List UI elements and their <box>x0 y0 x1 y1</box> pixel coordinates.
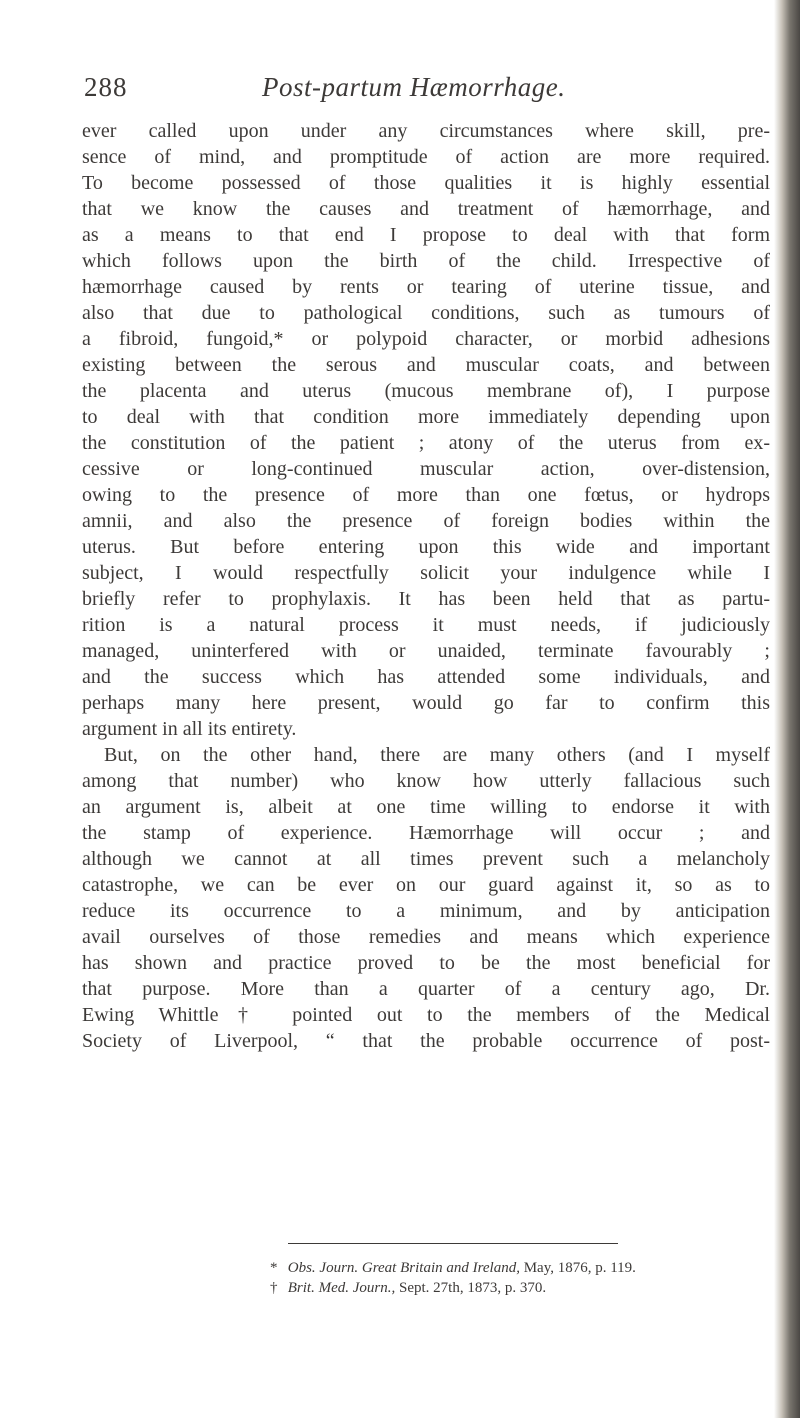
text-line: to deal with that condition more immediately depending upon <box>82 406 770 428</box>
running-title: Post-partum Hæmorrhage. <box>262 72 566 102</box>
text-line: catastrophe, we can be ever on our guard against it, so as to <box>82 874 770 896</box>
footnote-source: Brit. Med. Journ., <box>287 1280 396 1296</box>
text-line: an argument is, albeit at one time willing to endorse it with <box>82 796 770 818</box>
text-line: owing to the presence of more than one fœtus, or hydrops <box>82 484 770 506</box>
text-line: that we know the causes and treatment of hæmorrhage, and <box>82 198 770 220</box>
text-line: the stamp of experience. Hæmorrhage will occur ; and <box>82 822 770 844</box>
text-line: perhaps many here present, would go far to confirm this <box>82 692 770 714</box>
footnote <box>270 1258 750 1278</box>
text-line: cessive or long-continued muscular action, over-distension, <box>82 458 770 480</box>
text-line: But, on the other hand, there are many others (and I myself <box>104 744 770 766</box>
text-line: that purpose. More than a quarter of a century ago, Dr. <box>82 978 770 1000</box>
body-text <box>82 118 770 1054</box>
footnote <box>270 1278 750 1298</box>
binding-edge <box>774 0 800 1418</box>
text-line: also that due to pathological conditions, such as tumours of <box>82 302 770 324</box>
text-line: which follows upon the birth of the child. Irrespective of <box>82 250 770 272</box>
text-line: managed, uninterfered with or unaided, terminate favourably ; <box>82 640 770 662</box>
footnote-mark: * <box>270 1260 278 1276</box>
footnotes <box>270 1258 750 1298</box>
footnote-rule <box>288 1243 618 1244</box>
text-line: as a means to that end I propose to deal with that form <box>82 224 770 246</box>
text-line: the placenta and uterus (mucous membrane of), I purpose <box>82 380 770 402</box>
text-line: existing between the serous and muscular coats, and between <box>82 354 770 376</box>
footnote-mark: † <box>270 1280 278 1296</box>
text-line: a fibroid, fungoid,* or polypoid character, or morbid adhesions <box>82 328 770 350</box>
footnote-source: Obs. Journ. Great Britain and Ireland, <box>287 1260 520 1276</box>
text-line: argument in all its entirety. <box>82 718 297 740</box>
text-line: hæmorrhage caused by rents or tearing of uterine tissue, and <box>82 276 770 298</box>
text-line: Ewing Whittle† pointed out to the members of the Medical <box>82 1004 770 1026</box>
text-line: subject, I would respectfully solicit your indulgence while I <box>82 562 770 584</box>
text-line: Society of Liverpool, “ that the probable occurrence of post- <box>82 1030 770 1052</box>
running-head <box>84 72 764 112</box>
text-line: ever called upon under any circumstances where skill, pre- <box>82 120 770 142</box>
text-line: sence of mind, and promptitude of action are more required. <box>82 146 770 168</box>
text-line: among that number) who know how utterly fallacious such <box>82 770 770 792</box>
text-line: To become possessed of those qualities it is highly essential <box>82 172 770 194</box>
text-line: the constitution of the patient ; atony of the uterus from ex- <box>82 432 770 454</box>
footnote-detail: May, 1876, p. 119. <box>523 1260 636 1276</box>
text-line: reduce its occurrence to a minimum, and by anticipation <box>82 900 770 922</box>
text-line: amnii, and also the presence of foreign bodies within the <box>82 510 770 532</box>
text-line: has shown and practice proved to be the most beneficial for <box>82 952 770 974</box>
page-number: 288 <box>84 72 128 102</box>
text-line: avail ourselves of those remedies and means which experience <box>82 926 770 948</box>
text-line: uterus. But before entering upon this wide and important <box>82 536 770 558</box>
text-line: although we cannot at all times prevent such a melancholy <box>82 848 770 870</box>
text-line: rition is a natural process it must needs, if judiciously <box>82 614 770 636</box>
text-line: and the success which has attended some individuals, and <box>82 666 770 688</box>
text-line: briefly refer to prophylaxis. It has been held that as partu- <box>82 588 770 610</box>
footnote-detail: Sept. 27th, 1873, p. 370. <box>398 1280 547 1296</box>
